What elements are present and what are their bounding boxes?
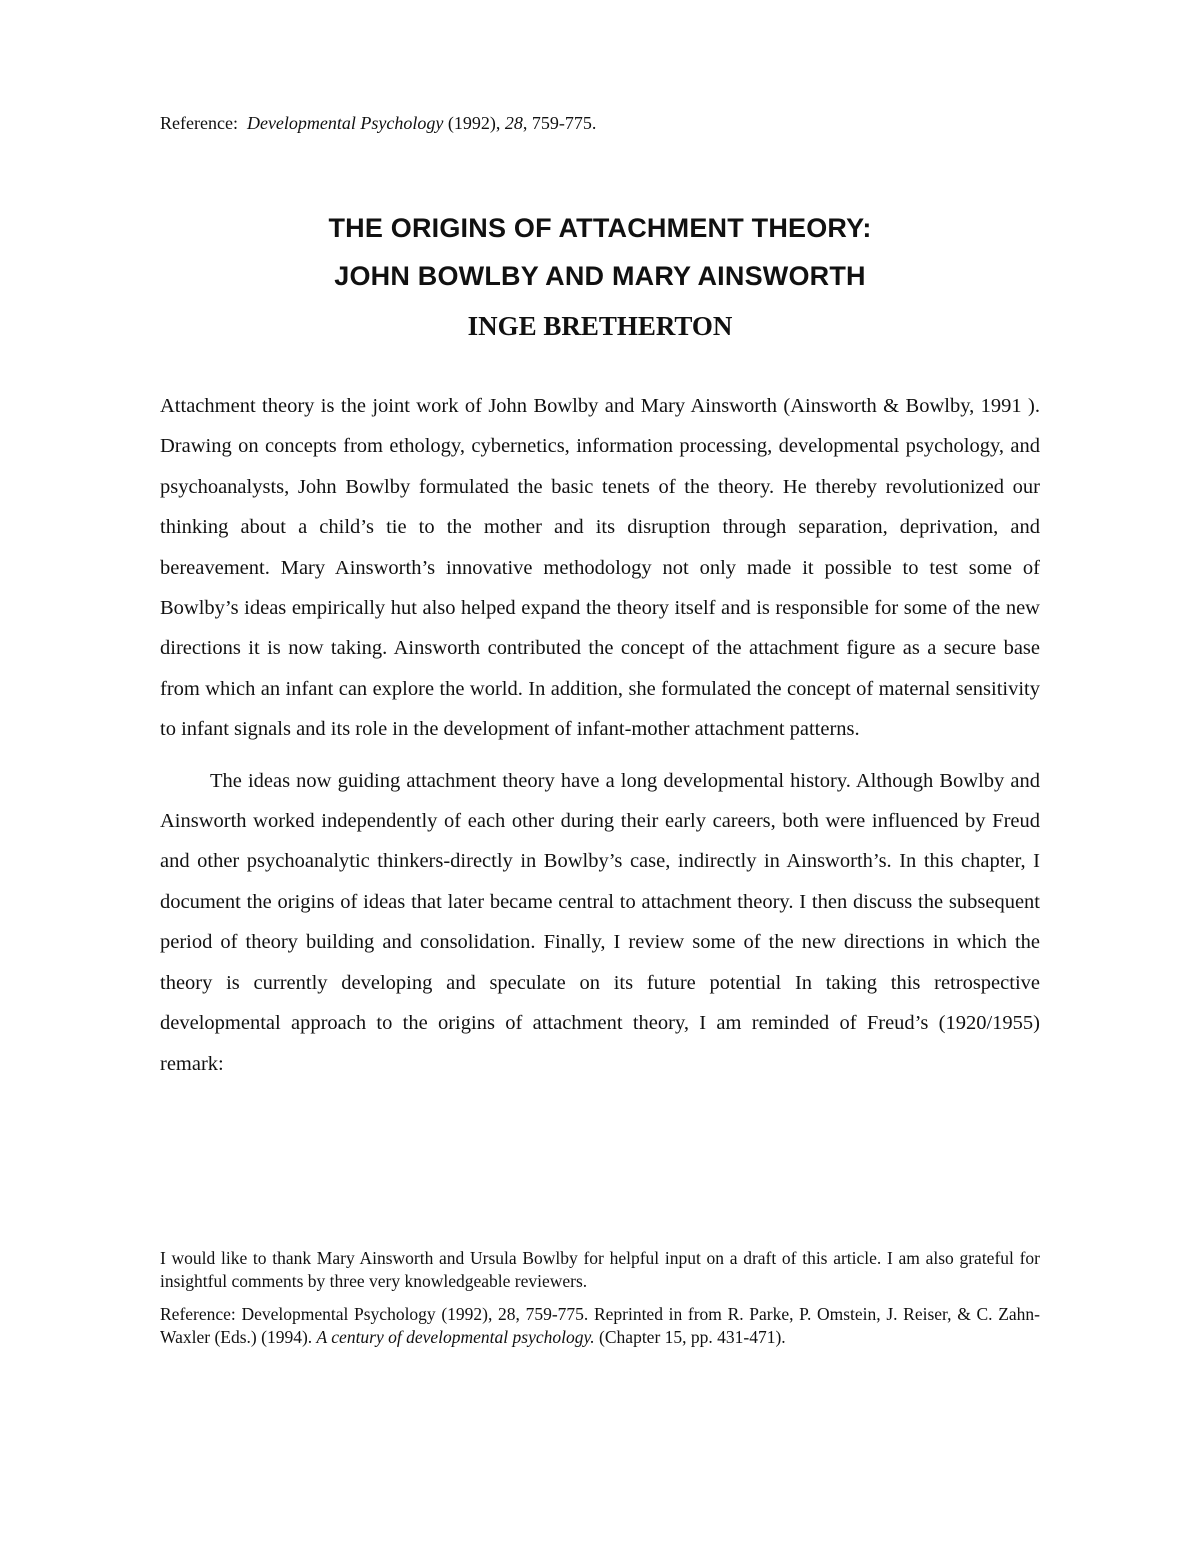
journal-pages: , 759-775.: [522, 113, 597, 133]
title-line-2: JOHN BOWLBY AND MARY AINSWORTH: [334, 261, 866, 291]
journal-name: Developmental Psychology: [246, 113, 444, 133]
journal-year: (1992),: [447, 113, 501, 133]
reference-label: Reference:: [160, 113, 238, 133]
chapter-pages: (Chapter 15, pp. 431-471).: [594, 1327, 786, 1347]
reprint-reference-text: Reference: Developmental Psychology (1992), 28, 759-775. Reprinted in from R. Parke, P. Omstein, J. Reiser, & C. Zahn-Waxler (Eds.) (1994).: [160, 1304, 1040, 1347]
body-paragraph: The ideas now guiding attachment theory have a long developmental history. Although Bowlby and Ainsworth worked independently of each other during their early careers, both were influenced by Freud and other psychoanalytic thinkers-directly in Bowlby’s case, indirectly in Ainsworth’s. In this chapter, I document the origins of ideas that later became central to attachment theory. I then discuss the subsequent period of theory building and consolidation. Finally, I review some of the new directions in which the theory is currently developing and speculate on its future potential In taking this retrospective developmental approach to the origins of attachment theory, I am reminded of Freud’s (1920/1955) remark:: [160, 769, 1040, 1075]
book-title: A century of developmental psychology.: [316, 1327, 595, 1347]
footnotes: [160, 1247, 1040, 1349]
journal-volume: 28: [504, 113, 523, 133]
title-line-1: THE ORIGINS OF ATTACHMENT THEORY:: [328, 213, 872, 243]
acknowledgment-note: I would like to thank Mary Ainsworth and Ursula Bowlby for helpful input on a draft of this article. I am also grateful for insightful comments by three very knowledgeable reviewers.: [160, 1248, 1040, 1291]
journal-reference: [160, 110, 596, 136]
body-paragraph: Attachment theory is the joint work of John Bowlby and Mary Ainsworth (Ainsworth & Bowlby, 1991 ). Drawing on concepts from ethology, cybernetics, information processing, developmental psychology, and psychoanalysts, John Bowlby formulated the basic tenets of the theory. He thereby revolutionized our thinking about a child’s tie to the mother and its disruption through separation, deprivation, and bereavement. Mary Ainsworth’s innovative methodology not only made it possible to test some of Bowlby’s ideas empirically hut also helped expand the theory itself and is responsible for some of the new directions it is now taking. Ainsworth contributed the concept of the attachment figure as a secure base from which an infant can explore the world. In addition, she formulated the concept of maternal sensitivity to infant signals and its role in the development of infant-mother attachment patterns.: [160, 395, 1040, 741]
author-name: INGE BRETHERTON: [467, 311, 733, 341]
article-body: [160, 386, 1040, 1084]
reprint-reference-note: [160, 1303, 1040, 1349]
